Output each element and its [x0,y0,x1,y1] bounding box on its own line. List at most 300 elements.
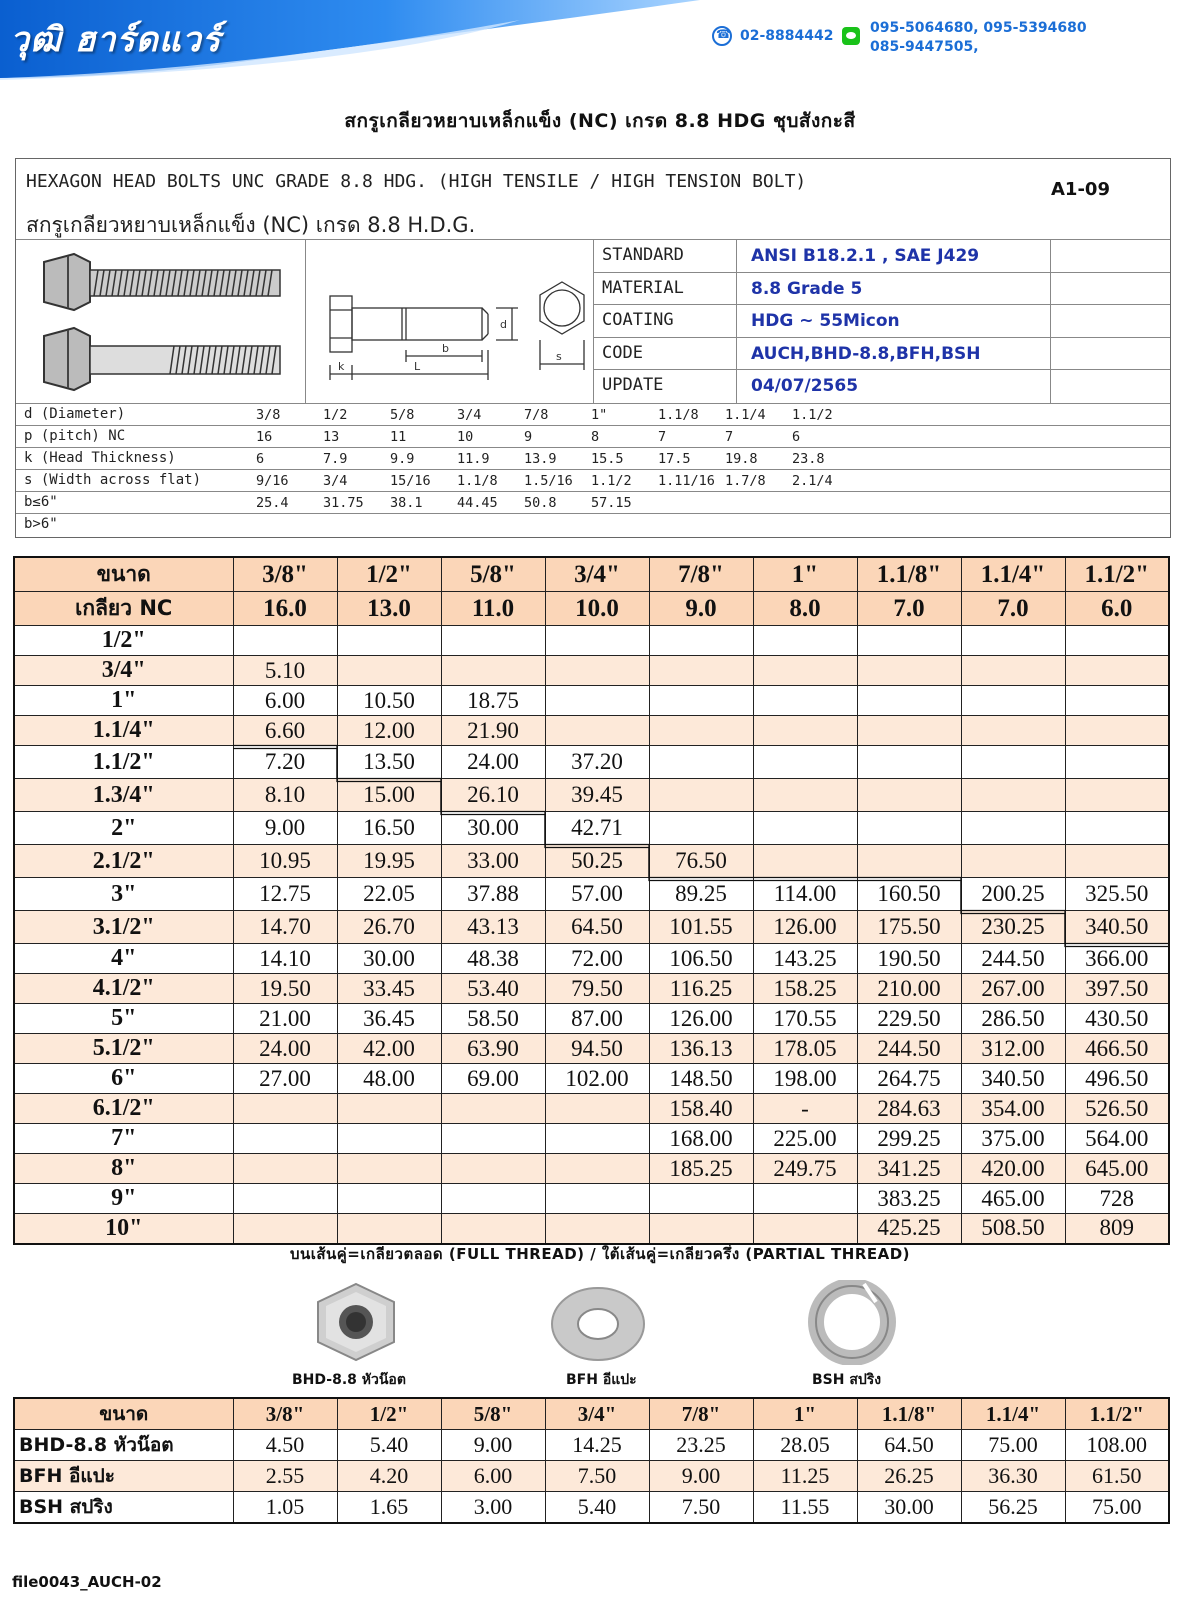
divider [736,370,737,403]
accessory-price-cell: 28.05 [753,1430,857,1461]
price-cell: 210.00 [857,974,961,1004]
dimension-value: 7.9 [323,451,348,467]
price-cell: 340.50 [961,1064,1065,1094]
price-row [14,1094,1169,1124]
dimension-value: 7 [725,429,734,445]
price-cell: 200.25 [961,878,1065,911]
dimension-value: 44.45 [457,495,498,511]
thread-header-cell: 6.0 [1065,592,1169,626]
property-label: UPDATE [602,375,664,396]
price-cell [857,626,961,656]
price-cell: 102.00 [545,1064,649,1094]
price-cell [545,1184,649,1214]
divider [1050,370,1051,403]
price-cell [441,1094,545,1124]
accessory-price-cell: 14.25 [545,1430,649,1461]
spring-washer-image [752,1280,952,1369]
price-cell [649,686,753,716]
price-cell: 425.25 [857,1214,961,1244]
property-row-update [594,370,1170,403]
thread-header-row [14,592,1169,626]
price-cell: 16.50 [337,812,441,845]
accessory-price-cell: 64.50 [857,1430,961,1461]
price-cell [753,746,857,779]
price-cell: 26.10 [441,779,545,812]
accessory-price-cell: 6.00 [441,1461,545,1492]
accessory-price-cell: 26.25 [857,1461,961,1492]
price-cell [753,716,857,746]
price-cell [649,1184,753,1214]
accessory-price-cell: 9.00 [441,1430,545,1461]
price-cell: 9.00 [233,812,337,845]
dimension-label: s (Width across flat) [24,472,202,488]
accessory-name-cell: BHD-8.8 หัวน๊อต [14,1430,233,1461]
accessory-price-cell: 75.00 [961,1430,1065,1461]
dimension-label: d (Diameter) [24,406,126,422]
drawing-label-d: d [500,318,507,331]
price-cell [337,626,441,656]
price-row [14,626,1169,656]
price-cell: 126.00 [649,1004,753,1034]
price-cell: 354.00 [961,1094,1065,1124]
accessory-price-cell: 5.40 [545,1492,649,1524]
thread-header-cell: 13.0 [337,592,441,626]
dimension-value: 16 [256,429,273,445]
length-cell: 1.3/4" [14,779,233,812]
accessory-price-cell: 30.00 [857,1492,961,1524]
length-cell: 10" [14,1214,233,1244]
drawing-label-s: s [556,350,562,363]
dimension-value: 1.1/8 [457,473,498,489]
price-cell: 267.00 [961,974,1065,1004]
price-cell: 89.25 [649,878,753,911]
dimension-value: 7/8 [524,407,549,423]
dimension-value: 31.75 [323,495,364,511]
price-cell [337,1094,441,1124]
dimension-value: 23.8 [792,451,825,467]
price-cell [961,779,1065,812]
thread-header-cell: 16.0 [233,592,337,626]
washer-image [498,1280,698,1369]
price-cell: 465.00 [961,1184,1065,1214]
price-cell [1065,812,1169,845]
property-value: 8.8 Grade 5 [751,278,863,299]
page-header [0,0,1200,80]
price-cell [337,1124,441,1154]
price-cell [441,1184,545,1214]
price-cell [961,626,1065,656]
price-row [14,746,1169,779]
price-cell: 5.10 [233,656,337,686]
price-cell: 420.00 [961,1154,1065,1184]
price-cell: 72.00 [545,944,649,974]
price-cell: 37.20 [545,746,649,779]
price-cell: 37.88 [441,878,545,911]
price-cell: 564.00 [1065,1124,1169,1154]
accessory-row [14,1492,1169,1524]
accessory-size-cell: 1.1/8" [857,1398,961,1430]
divider [736,240,737,272]
price-cell [857,812,961,845]
spec-box [15,158,1171,538]
length-cell: 4" [14,944,233,974]
price-cell: 198.00 [753,1064,857,1094]
divider [1050,273,1051,305]
dimension-label: b≤6" [24,494,58,510]
spec-properties [594,240,1170,403]
thread-header-cell: 7.0 [961,592,1065,626]
price-cell: 94.50 [545,1034,649,1064]
accessory-size-cell: 3/8" [233,1398,337,1430]
spec-title-english: HEXAGON HEAD BOLTS UNC GRADE 8.8 HDG. (HIGH TENSILE / HIGH TENSION BOLT) [26,171,807,192]
price-cell [441,1124,545,1154]
size-header-cell: 5/8" [441,557,545,592]
dimension-value: 1.1/4 [725,407,766,423]
price-cell: 12.00 [337,716,441,746]
washer-caption: BFH อีแปะ [566,1372,637,1388]
price-cell [857,779,961,812]
price-cell: 249.75 [753,1154,857,1184]
accessory-size-cell: 1.1/4" [961,1398,1065,1430]
dimension-row [16,469,1170,491]
price-cell: 79.50 [545,974,649,1004]
price-cell: 33.45 [337,974,441,1004]
price-cell [545,1094,649,1124]
price-cell [337,1214,441,1244]
accessory-price-cell: 11.25 [753,1461,857,1492]
price-cell [1065,686,1169,716]
dimension-value: 9/16 [256,473,289,489]
dimension-value: 7 [658,429,667,445]
divider [1050,240,1051,272]
price-cell: 18.75 [441,686,545,716]
full-thread-bolt-image [44,254,280,310]
length-cell: 3" [14,878,233,911]
property-row-material [594,273,1170,306]
thread-header-cell: 8.0 [753,592,857,626]
price-cell [961,686,1065,716]
price-cell: 116.25 [649,974,753,1004]
price-cell [337,656,441,686]
accessory-price-cell: 4.50 [233,1430,337,1461]
accessory-row [14,1430,1169,1461]
price-cell: 325.50 [1065,878,1169,911]
dimension-value: 1/2 [323,407,348,423]
price-cell: 175.50 [857,911,961,944]
accessory-size-cell: 7/8" [649,1398,753,1430]
price-cell [337,1154,441,1184]
price-row [14,911,1169,944]
dimension-value: 11.9 [457,451,490,467]
price-cell: 136.13 [649,1034,753,1064]
dimension-row [16,425,1170,447]
price-cell: 229.50 [857,1004,961,1034]
price-cell: 340.50 [1065,911,1169,944]
accessory-price-cell: 108.00 [1065,1430,1169,1461]
price-cell: 496.50 [1065,1064,1169,1094]
accessory-price-cell: 61.50 [1065,1461,1169,1492]
accessory-price-cell: 7.50 [649,1492,753,1524]
price-cell: 14.70 [233,911,337,944]
price-cell [1065,746,1169,779]
product-code: A1-09 [1051,179,1110,200]
dimension-row [16,513,1170,535]
price-cell: 375.00 [961,1124,1065,1154]
price-cell [961,656,1065,686]
property-label: COATING [602,310,674,331]
price-table-body [14,626,1169,1244]
price-cell [961,746,1065,779]
dimension-value: 38.1 [390,495,423,511]
accessory-size-cell: 1" [753,1398,857,1430]
price-cell: 30.00 [337,944,441,974]
price-cell [753,626,857,656]
price-cell [233,1214,337,1244]
length-cell: 9" [14,1184,233,1214]
price-cell [961,845,1065,878]
phone-number: 02-8884442 [740,28,834,44]
length-cell: 6" [14,1064,233,1094]
dimension-table [16,403,1170,535]
price-cell: 27.00 [233,1064,337,1094]
size-header-cell: 1.1/4" [961,557,1065,592]
price-cell: 87.00 [545,1004,649,1034]
dimension-value: 17.5 [658,451,691,467]
price-cell [753,812,857,845]
price-row [14,1214,1169,1244]
price-cell: 26.70 [337,911,441,944]
price-cell [441,626,545,656]
price-cell: 170.55 [753,1004,857,1034]
price-row [14,812,1169,845]
price-cell: 225.00 [753,1124,857,1154]
price-cell [1065,626,1169,656]
price-cell [545,686,649,716]
price-row [14,686,1169,716]
dimension-label: k (Head Thickness) [24,450,176,466]
price-cell: 397.50 [1065,974,1169,1004]
price-row [14,1124,1169,1154]
accessory-price-cell: 75.00 [1065,1492,1169,1524]
dimension-value: 10 [457,429,474,445]
thread-header-cell: 11.0 [441,592,545,626]
price-cell [1065,656,1169,686]
line-app-icon [842,27,860,45]
spec-title-thai: สกรูเกลียวหยาบเหล็กแข็ง (NC) เกรด 8.8 H.D.G. [26,213,476,237]
price-row [14,716,1169,746]
price-cell [1065,716,1169,746]
price-cell [337,1184,441,1214]
divider [736,273,737,305]
price-cell: 10.50 [337,686,441,716]
price-cell: 21.00 [233,1004,337,1034]
price-cell [857,716,961,746]
price-cell: 526.50 [1065,1094,1169,1124]
price-cell: 185.25 [649,1154,753,1184]
length-cell: 3/4" [14,656,233,686]
price-cell [545,656,649,686]
dimension-value: 8 [591,429,600,445]
price-row [14,779,1169,812]
price-cell: 284.63 [857,1094,961,1124]
bolt-price-table [13,556,1170,1245]
price-cell: 160.50 [857,878,961,911]
dimension-value: 1.1/8 [658,407,699,423]
price-cell: 264.75 [857,1064,961,1094]
accessory-price-cell: 1.05 [233,1492,337,1524]
accessory-price-cell: 5.40 [337,1430,441,1461]
dimension-value: 3/4 [323,473,348,489]
divider [1050,305,1051,337]
size-header-cell: 3/4" [545,557,649,592]
dimension-value: 9.9 [390,451,415,467]
price-cell: 58.50 [441,1004,545,1034]
price-cell [233,626,337,656]
price-cell: 57.00 [545,878,649,911]
price-cell [649,656,753,686]
length-cell: 8" [14,1154,233,1184]
property-value: AUCH,BHD-8.8,BFH,BSH [751,343,981,364]
size-header-cell: 1.1/2" [1065,557,1169,592]
price-cell [961,812,1065,845]
dimension-value: 6 [792,429,801,445]
price-cell [545,716,649,746]
nut-caption: BHD-8.8 หัวน๊อต [292,1372,406,1388]
price-cell: 106.50 [649,944,753,974]
price-row [14,1184,1169,1214]
price-cell [753,779,857,812]
dimension-value: 1" [591,407,608,423]
dimension-value: 19.8 [725,451,758,467]
dimension-label: b>6" [24,516,58,532]
price-cell [649,812,753,845]
dimension-value: 15/16 [390,473,431,489]
price-cell: 383.25 [857,1184,961,1214]
price-cell [1065,845,1169,878]
partial-thread-bolt-image [44,328,280,390]
price-cell: 19.95 [337,845,441,878]
dimension-drawing [306,240,594,403]
price-cell: 230.25 [961,911,1065,944]
size-header-row [14,557,1169,592]
property-label: MATERIAL [602,277,684,298]
dimension-value: 13.9 [524,451,557,467]
price-cell: 6.00 [233,686,337,716]
price-cell: 101.55 [649,911,753,944]
drawing-label-k: k [338,360,345,373]
price-cell [545,626,649,656]
price-cell: 190.50 [857,944,961,974]
length-cell: 2.1/2" [14,845,233,878]
accessory-price-cell: 2.55 [233,1461,337,1492]
thread-header-cell: 9.0 [649,592,753,626]
dimension-value: 25.4 [256,495,289,511]
price-cell: 809 [1065,1214,1169,1244]
property-row-standard [594,240,1170,273]
price-cell: 14.10 [233,944,337,974]
file-id: file0043_AUCH-02 [12,1573,162,1591]
dimension-value: 1.11/16 [658,473,715,489]
price-row [14,1004,1169,1034]
price-cell: 178.05 [753,1034,857,1064]
thread-header-cell: 10.0 [545,592,649,626]
length-cell: 1.1/2" [14,746,233,779]
length-cell: 2" [14,812,233,845]
price-cell: 430.50 [1065,1004,1169,1034]
accessory-size-cell: 5/8" [441,1398,545,1430]
bolt-photo-image [16,240,306,403]
price-cell: 508.50 [961,1214,1065,1244]
price-cell: 10.95 [233,845,337,878]
divider [736,338,737,370]
price-cell: 63.90 [441,1034,545,1064]
property-row-coating [594,305,1170,338]
divider [1050,338,1051,370]
dimension-value: 50.8 [524,495,557,511]
price-cell: 6.60 [233,716,337,746]
price-cell: 33.00 [441,845,545,878]
price-cell: 148.50 [649,1064,753,1094]
price-cell [753,656,857,686]
dimension-row [16,491,1170,513]
price-cell [857,746,961,779]
drawing-label-L: L [414,360,421,373]
accessory-price-cell: 36.30 [961,1461,1065,1492]
thread-header-label: เกลียว NC [14,592,233,626]
dimension-value: 2.1/4 [792,473,833,489]
property-row-code [594,338,1170,371]
property-value: 04/07/2565 [751,376,859,397]
accessory-price-cell: 4.20 [337,1461,441,1492]
property-label: CODE [602,342,643,363]
accessory-table-body [14,1430,1169,1524]
price-cell: 24.00 [441,746,545,779]
size-header-cell: 3/8" [233,557,337,592]
accessory-row [14,1461,1169,1492]
dimension-value: 15.5 [591,451,624,467]
price-cell: 48.38 [441,944,545,974]
price-cell: 48.00 [337,1064,441,1094]
price-cell [233,1184,337,1214]
price-cell: 42.00 [337,1034,441,1064]
price-cell [233,1154,337,1184]
price-cell: - [753,1094,857,1124]
size-header-label: ขนาด [14,557,233,592]
price-cell: 36.45 [337,1004,441,1034]
length-cell: 1.1/4" [14,716,233,746]
price-cell: 244.50 [961,944,1065,974]
price-cell: 645.00 [1065,1154,1169,1184]
accessory-price-cell: 23.25 [649,1430,753,1461]
divider [736,305,737,337]
bolt-photo-cell [16,240,306,403]
dimension-value: 5/8 [390,407,415,423]
size-header-cell: 1/2" [337,557,441,592]
price-cell [857,845,961,878]
price-cell: 19.50 [233,974,337,1004]
price-cell: 43.13 [441,911,545,944]
length-cell: 1" [14,686,233,716]
accessory-price-cell: 3.00 [441,1492,545,1524]
price-cell: 158.40 [649,1094,753,1124]
length-cell: 3.1/2" [14,911,233,944]
price-cell [649,716,753,746]
dimension-value: 1.1/2 [591,473,632,489]
price-cell: 299.25 [857,1124,961,1154]
price-cell: 64.50 [545,911,649,944]
price-cell: 244.50 [857,1034,961,1064]
price-cell [545,1124,649,1154]
